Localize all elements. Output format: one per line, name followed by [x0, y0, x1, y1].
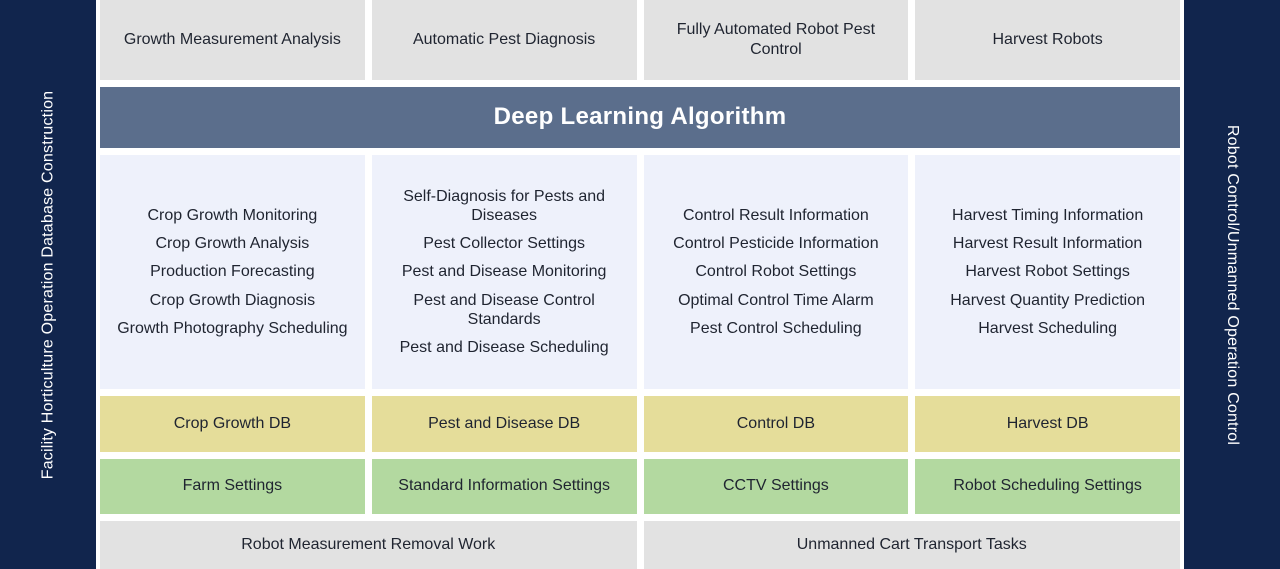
list-item: Pest Control Scheduling [690, 319, 862, 337]
list-item: Crop Growth Analysis [155, 235, 310, 253]
settings-card: Robot Scheduling Settings [915, 459, 1180, 515]
list-item: Optimal Control Time Alarm [678, 291, 874, 309]
settings-card: Standard Information Settings [372, 459, 637, 515]
task-card: Robot Measurement Removal Work [100, 521, 637, 569]
diagram-grid [100, 0, 1180, 569]
list-item: Harvest Timing Information [952, 207, 1144, 225]
list-item: Pest Collector Settings [423, 235, 586, 253]
row-banner [100, 87, 1180, 149]
list-item: Self-Diagnosis for Pests and Diseases [403, 187, 606, 225]
list-item: Control Robot Settings [695, 263, 857, 281]
row-top-modules [100, 0, 1180, 80]
row-bottom-tasks [100, 521, 1180, 569]
module-card: Fully Automated Robot Pest Control [644, 0, 909, 80]
feature-list [100, 155, 365, 389]
settings-card: CCTV Settings [644, 459, 909, 515]
list-item: Growth Photography Scheduling [117, 319, 348, 337]
right-rail-label: Robot Control/Unmanned Operation Control [1224, 124, 1242, 445]
right-rail [1184, 0, 1280, 569]
feature-list [915, 155, 1180, 389]
list-item: Production Forecasting [150, 263, 315, 281]
list-item: Pest and Disease Control Standards [413, 291, 595, 328]
list-item: Crop Growth Monitoring [147, 207, 318, 225]
row-settings [100, 459, 1180, 515]
database-card: Harvest DB [915, 396, 1180, 452]
row-feature-lists [100, 155, 1180, 389]
database-card: Pest and Disease DB [372, 396, 637, 452]
deep-learning-banner: Deep Learning Algorithm [100, 87, 1180, 149]
module-card: Growth Measurement Analysis [100, 0, 365, 80]
database-card: Control DB [644, 396, 909, 452]
left-rail-label: Facility Horticulture Operation Database Construction [39, 90, 57, 479]
list-item: Pest and Disease Scheduling [399, 339, 609, 357]
database-card: Crop Growth DB [100, 396, 365, 452]
module-card: Harvest Robots [915, 0, 1180, 80]
list-item: Control Result Information [682, 207, 869, 225]
feature-list [372, 155, 637, 389]
list-item: Control Pesticide Information [673, 235, 879, 253]
row-databases [100, 396, 1180, 452]
settings-card: Farm Settings [100, 459, 365, 515]
feature-list [644, 155, 909, 389]
list-item: Harvest Quantity Prediction [950, 291, 1145, 309]
left-rail [0, 0, 96, 569]
module-card: Automatic Pest Diagnosis [372, 0, 637, 80]
list-item: Harvest Robot Settings [965, 263, 1130, 281]
list-item: Pest and Disease Monitoring [401, 263, 607, 281]
list-item: Crop Growth Diagnosis [149, 291, 316, 309]
task-card: Unmanned Cart Transport Tasks [644, 521, 1181, 569]
list-item: Harvest Scheduling [978, 319, 1117, 337]
list-item: Harvest Result Information [952, 235, 1143, 253]
